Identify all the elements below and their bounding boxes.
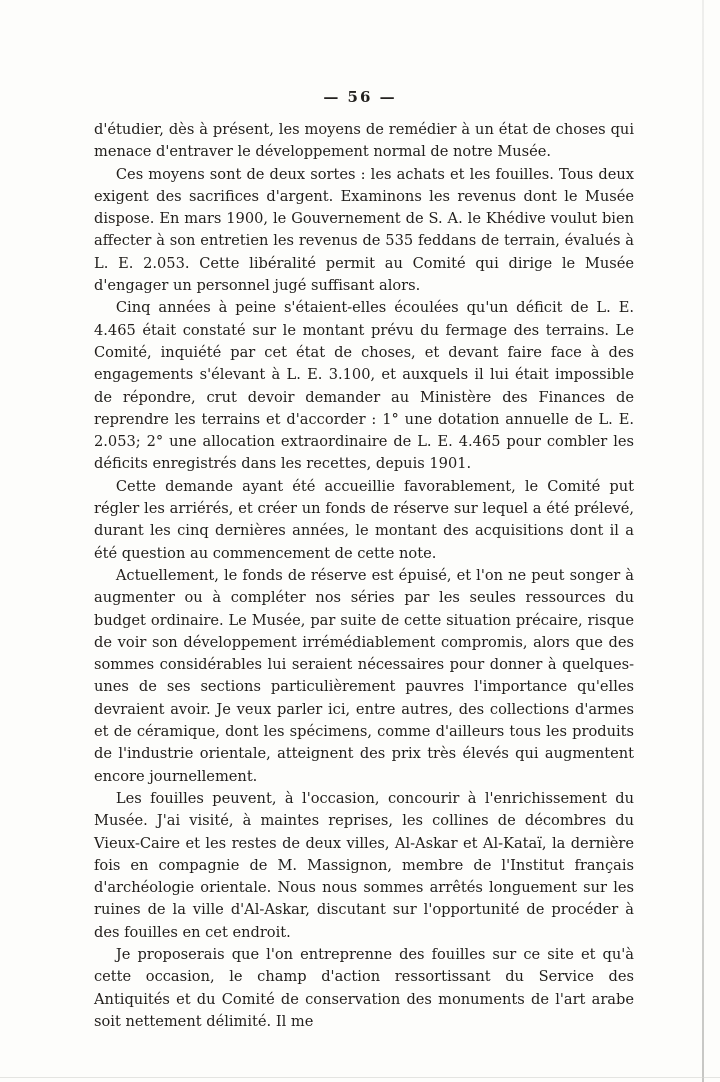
paragraph: Les fouilles peuvent, à l'occasion, concourir à l'enrichissement du Musée. J'ai visité, à maintes reprises, les collines de décombres du Vieux-Caire et les restes de deux villes, Al-Askar et Al-Kataï, la dernière fois en compagnie de M. Massignon, membre de l'Institut français d'archéologie orientale. Nous nous sommes arrêtés longuement sur les ruines de la ville d'Al-Askar, discutant sur l'opportunité de procéder à des fouilles en cet endroit.: [94, 789, 634, 941]
page-number: — 56 —: [323, 88, 397, 106]
paragraph: Ces moyens sont de deux sortes : les achats et les fouilles. Tous deux exigent des sacrifices d'argent. Examinons les revenus dont le Musée dispose. En mars 1900, le Gouvernement de S. A. le Khédive voulut bien affecter à son entretien les revenus de 535 feddans de terrain, évalués à L. E. 2.053. Cette libéralité permit au Comité qui dirige le Musée d'engager un personnel jugé suffisant alors.: [94, 165, 634, 295]
paragraph: Je proposerais que l'on entreprenne des fouilles sur ce site et qu'à cette occasion, le champ d'action ressortissant du Service des Antiquités et du Comité de conservation des monuments de l'art arabe soit nettement délimité. Il me: [94, 945, 634, 1030]
paragraph: Cinq années à peine s'étaient-elles écoulées qu'un déficit de L. E. 4.465 était constaté sur le montant prévu du fermage des terrains. Le Comité, inquiété par cet état de choses, et devant faire face à des engagements s'élevant à L. E. 3.100, et auxquels il lui était impossible de répondre, crut devoir demander au Ministère des Finances de reprendre les terrains et d'accorder : 1° une dotation annuelle de L. E. 2.053; 2° une allocation extraordinaire de L. E. 4.465 pour combler les déficits enregistrés dans les recettes, depuis 1901.: [94, 299, 634, 473]
paragraph: d'étudier, dès à présent, les moyens de remédier à un état de choses qui menace d'entraver le développement normal de notre Musée.: [94, 121, 634, 161]
paragraph: Cette demande ayant été accueillie favorablement, le Comité put régler les arriérés, et créer un fonds de réserve sur lequel a été prélevé, durant les cinq dernières années, le montant des acquisitions dont il a été question au commencement de cette note.: [94, 477, 634, 562]
paragraph: Actuellement, le fonds de réserve est épuisé, et l'on ne peut songer à augmenter ou à compléter nos séries par les seules ressources du budget ordinaire. Le Musée, par suite de cette situation précaire, risque de voir son développement irrémédiablement compromis, alors que des sommes considérables lui seraient nécessaires pour donner à quelques-unes de ses sections particulièrement pauvres l'importance qu'elles devraient avoir. Je veux parler ici, entre autres, des collections d'armes et de céramique, dont les spécimens, comme d'ailleurs tous les produits de l'industrie orientale, atteignent des prix très élevés qui augmentent encore journellement.: [94, 566, 634, 785]
scan-artifact-right-edge: [702, 0, 704, 1082]
scan-artifact-bottom-edge: [0, 1077, 720, 1079]
text-block: [94, 119, 634, 1033]
